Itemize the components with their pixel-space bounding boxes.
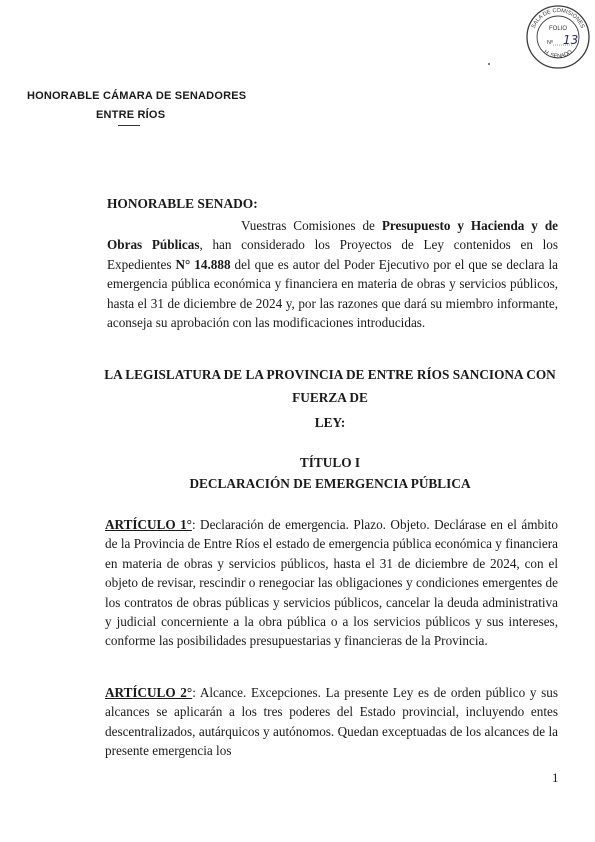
stamp-ring-bottom-text: H. SENADO <box>542 49 574 60</box>
speck <box>488 63 490 65</box>
expediente-number: N° 14.888 <box>175 256 231 272</box>
enactment-line-2: FUERZA DE <box>292 390 368 405</box>
intro-paragraph <box>107 216 558 332</box>
article-2 <box>105 683 558 761</box>
title-number: TÍTULO I <box>299 455 361 470</box>
committees-name: Presupuesto y Hacienda y de Obras Públicas <box>107 218 559 253</box>
article-1 <box>105 515 558 651</box>
province-name: ENTRE RÍOS <box>96 109 166 121</box>
intro-text-1: Vuestras Comisiones de <box>241 218 382 233</box>
salutation: HONORABLE SENADO: <box>107 196 258 211</box>
article-1-text: : Declaración de emergencia. Plazo. Objeto. Declárase en el ámbito de la Provincia de Entre Ríos el estado de emergencia pública económica y financiera en materia de obras y servicios públicos, hasta el 31 de diciembre de 2024, con el objeto de revisar, rescindir o renegociar las obligaciones y condiciones emergentes de los contratos de obras públicas y servicios públicos, cancelar la deuda administrativa y judicial concerniente a la obra pública o a los servicios públicos y sus intereses, conforme las posibilidades presupuestarias y financieras de la Provincia. <box>105 517 558 649</box>
stamp-number-label: Nº <box>547 40 553 46</box>
enactment-line-1: LA LEGISLATURA DE LA PROVINCIA DE ENTRE RÍOS SANCIONA CON <box>104 367 556 382</box>
article-2-text: : Alcance. Excepciones. La presente Ley es de orden público y sus alcances se aplicarán a los tres poderes del Estado provincial, incluyendo entes descentralizados, autárquicos y autónomos. Quedan exceptuadas de los alcances de la presente emergencia los <box>105 685 558 759</box>
intro-text-3: del que es autor del Poder Ejecutivo por el que se declara la emergencia pública económica y financiera en materia de obras y servicios públicos, hasta el 31 de diciembre de 2024 y, por las razones que dará su miembro informante, aconseja su aprobación con las modificaciones introducidas. <box>107 256 558 331</box>
title-heading: DECLARACIÓN DE EMERGENCIA PÚBLICA <box>189 476 471 491</box>
enactment-line-3: LEY: <box>314 415 346 430</box>
article-1-heading: ARTÍCULO 1° <box>105 517 192 532</box>
chamber-name: HONORABLE CÁMARA DE SENADORES <box>27 90 247 102</box>
svg-text:H. SENADO <box>543 49 574 60</box>
article-2-heading: ARTÍCULO 2° <box>105 685 193 700</box>
stamp-ring-top-text: SALA DE COMISIONES <box>530 7 586 30</box>
header-underline <box>118 125 140 126</box>
intro-text-2: , han considerado los Proyectos de Ley contenidos en los Expedientes <box>107 237 558 272</box>
stamp-folio-label: FOLIO <box>548 26 568 32</box>
page-number: 1 <box>552 770 559 785</box>
stamp-folio-number: 13 <box>563 33 579 47</box>
senate-folio-stamp <box>525 4 591 70</box>
